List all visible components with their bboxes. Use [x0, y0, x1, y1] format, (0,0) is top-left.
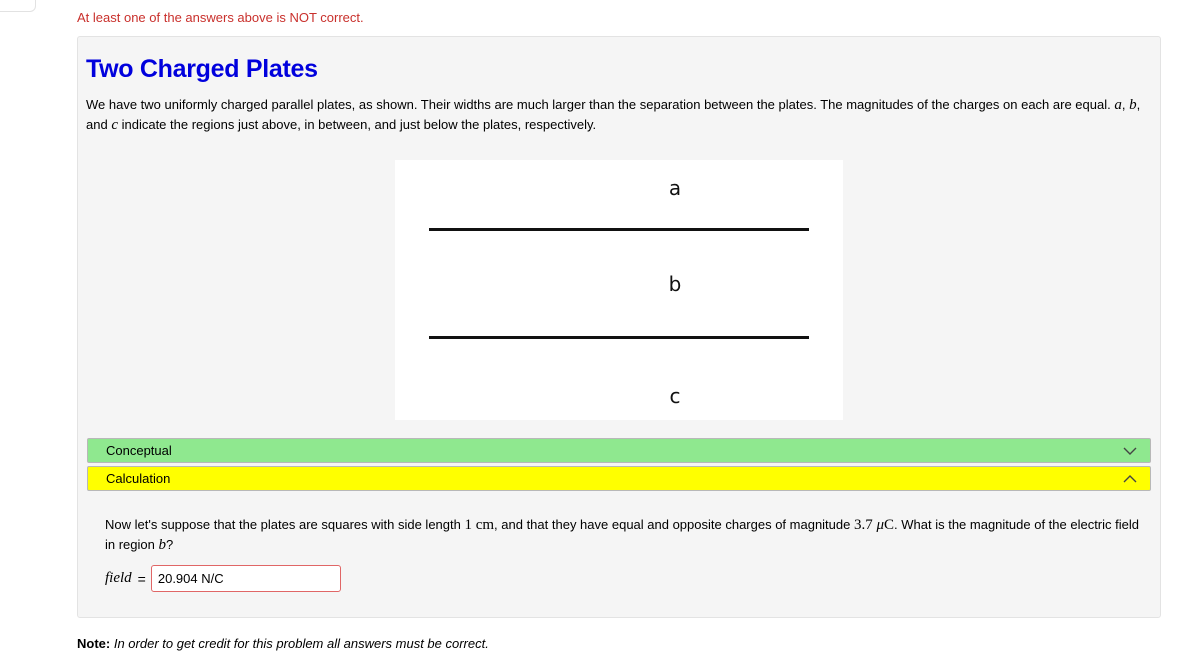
question-text-3: . What is the magnitude of the electric field in region [105, 517, 1139, 552]
question-text-2: , and that they have equal and opposite charges of magnitude [494, 517, 854, 532]
equals-sign: = [137, 570, 146, 587]
intro-text-2: indicate the regions just above, in between, and just below the plates, respectively. [117, 117, 597, 132]
problem-intro [86, 95, 1146, 135]
problem-container [77, 36, 1161, 618]
problem-title: Two Charged Plates [86, 55, 318, 83]
var-c: c [111, 117, 118, 133]
charge-unit-prefix: μ [876, 517, 885, 533]
section-conceptual-label: Conceptual [106, 443, 172, 458]
side-length-unit: cm [471, 517, 495, 533]
section-calculation-label: Calculation [106, 471, 171, 486]
charge-value: 3.7 [853, 517, 877, 533]
var-a: a [1114, 97, 1122, 113]
error-message: At least one of the answers above is NOT correct. [77, 10, 364, 25]
question-text-4: ? [165, 537, 174, 552]
intro-text-1: We have two uniformly charged parallel plates, as shown. Their widths are much larger than the separation between the plates. The magnitudes of the charges on each are equal. [86, 97, 1115, 112]
region-label-c: c [669, 384, 681, 408]
answer-row [105, 565, 341, 592]
note-label: Note: [77, 636, 111, 651]
plates-figure [395, 160, 843, 420]
region-label-a: a [668, 176, 682, 200]
top-tab [0, 0, 36, 12]
intro-comma: , [1121, 97, 1130, 112]
var-b: b [1129, 97, 1137, 113]
chevron-up-icon [1122, 472, 1138, 486]
note-text: In order to get credit for this problem all answers must be correct. [113, 636, 489, 651]
charge-unit: C [884, 517, 895, 533]
credit-note [77, 636, 489, 651]
question-text-1: Now let's suppose that the plates are squares with side length [105, 517, 465, 532]
calculation-question [105, 515, 1145, 555]
section-calculation-toggle[interactable] [87, 466, 1151, 491]
answer-label: field [105, 570, 132, 586]
section-conceptual-toggle[interactable] [87, 438, 1151, 463]
field-answer-input[interactable] [151, 565, 341, 592]
region-var: b [158, 537, 166, 553]
bottom-plate [429, 336, 809, 339]
region-label-b: b [668, 272, 682, 296]
top-plate [429, 228, 809, 231]
side-length-value: 1 [464, 517, 472, 533]
chevron-down-icon [1122, 444, 1138, 458]
intro-and: , and [86, 97, 1141, 132]
